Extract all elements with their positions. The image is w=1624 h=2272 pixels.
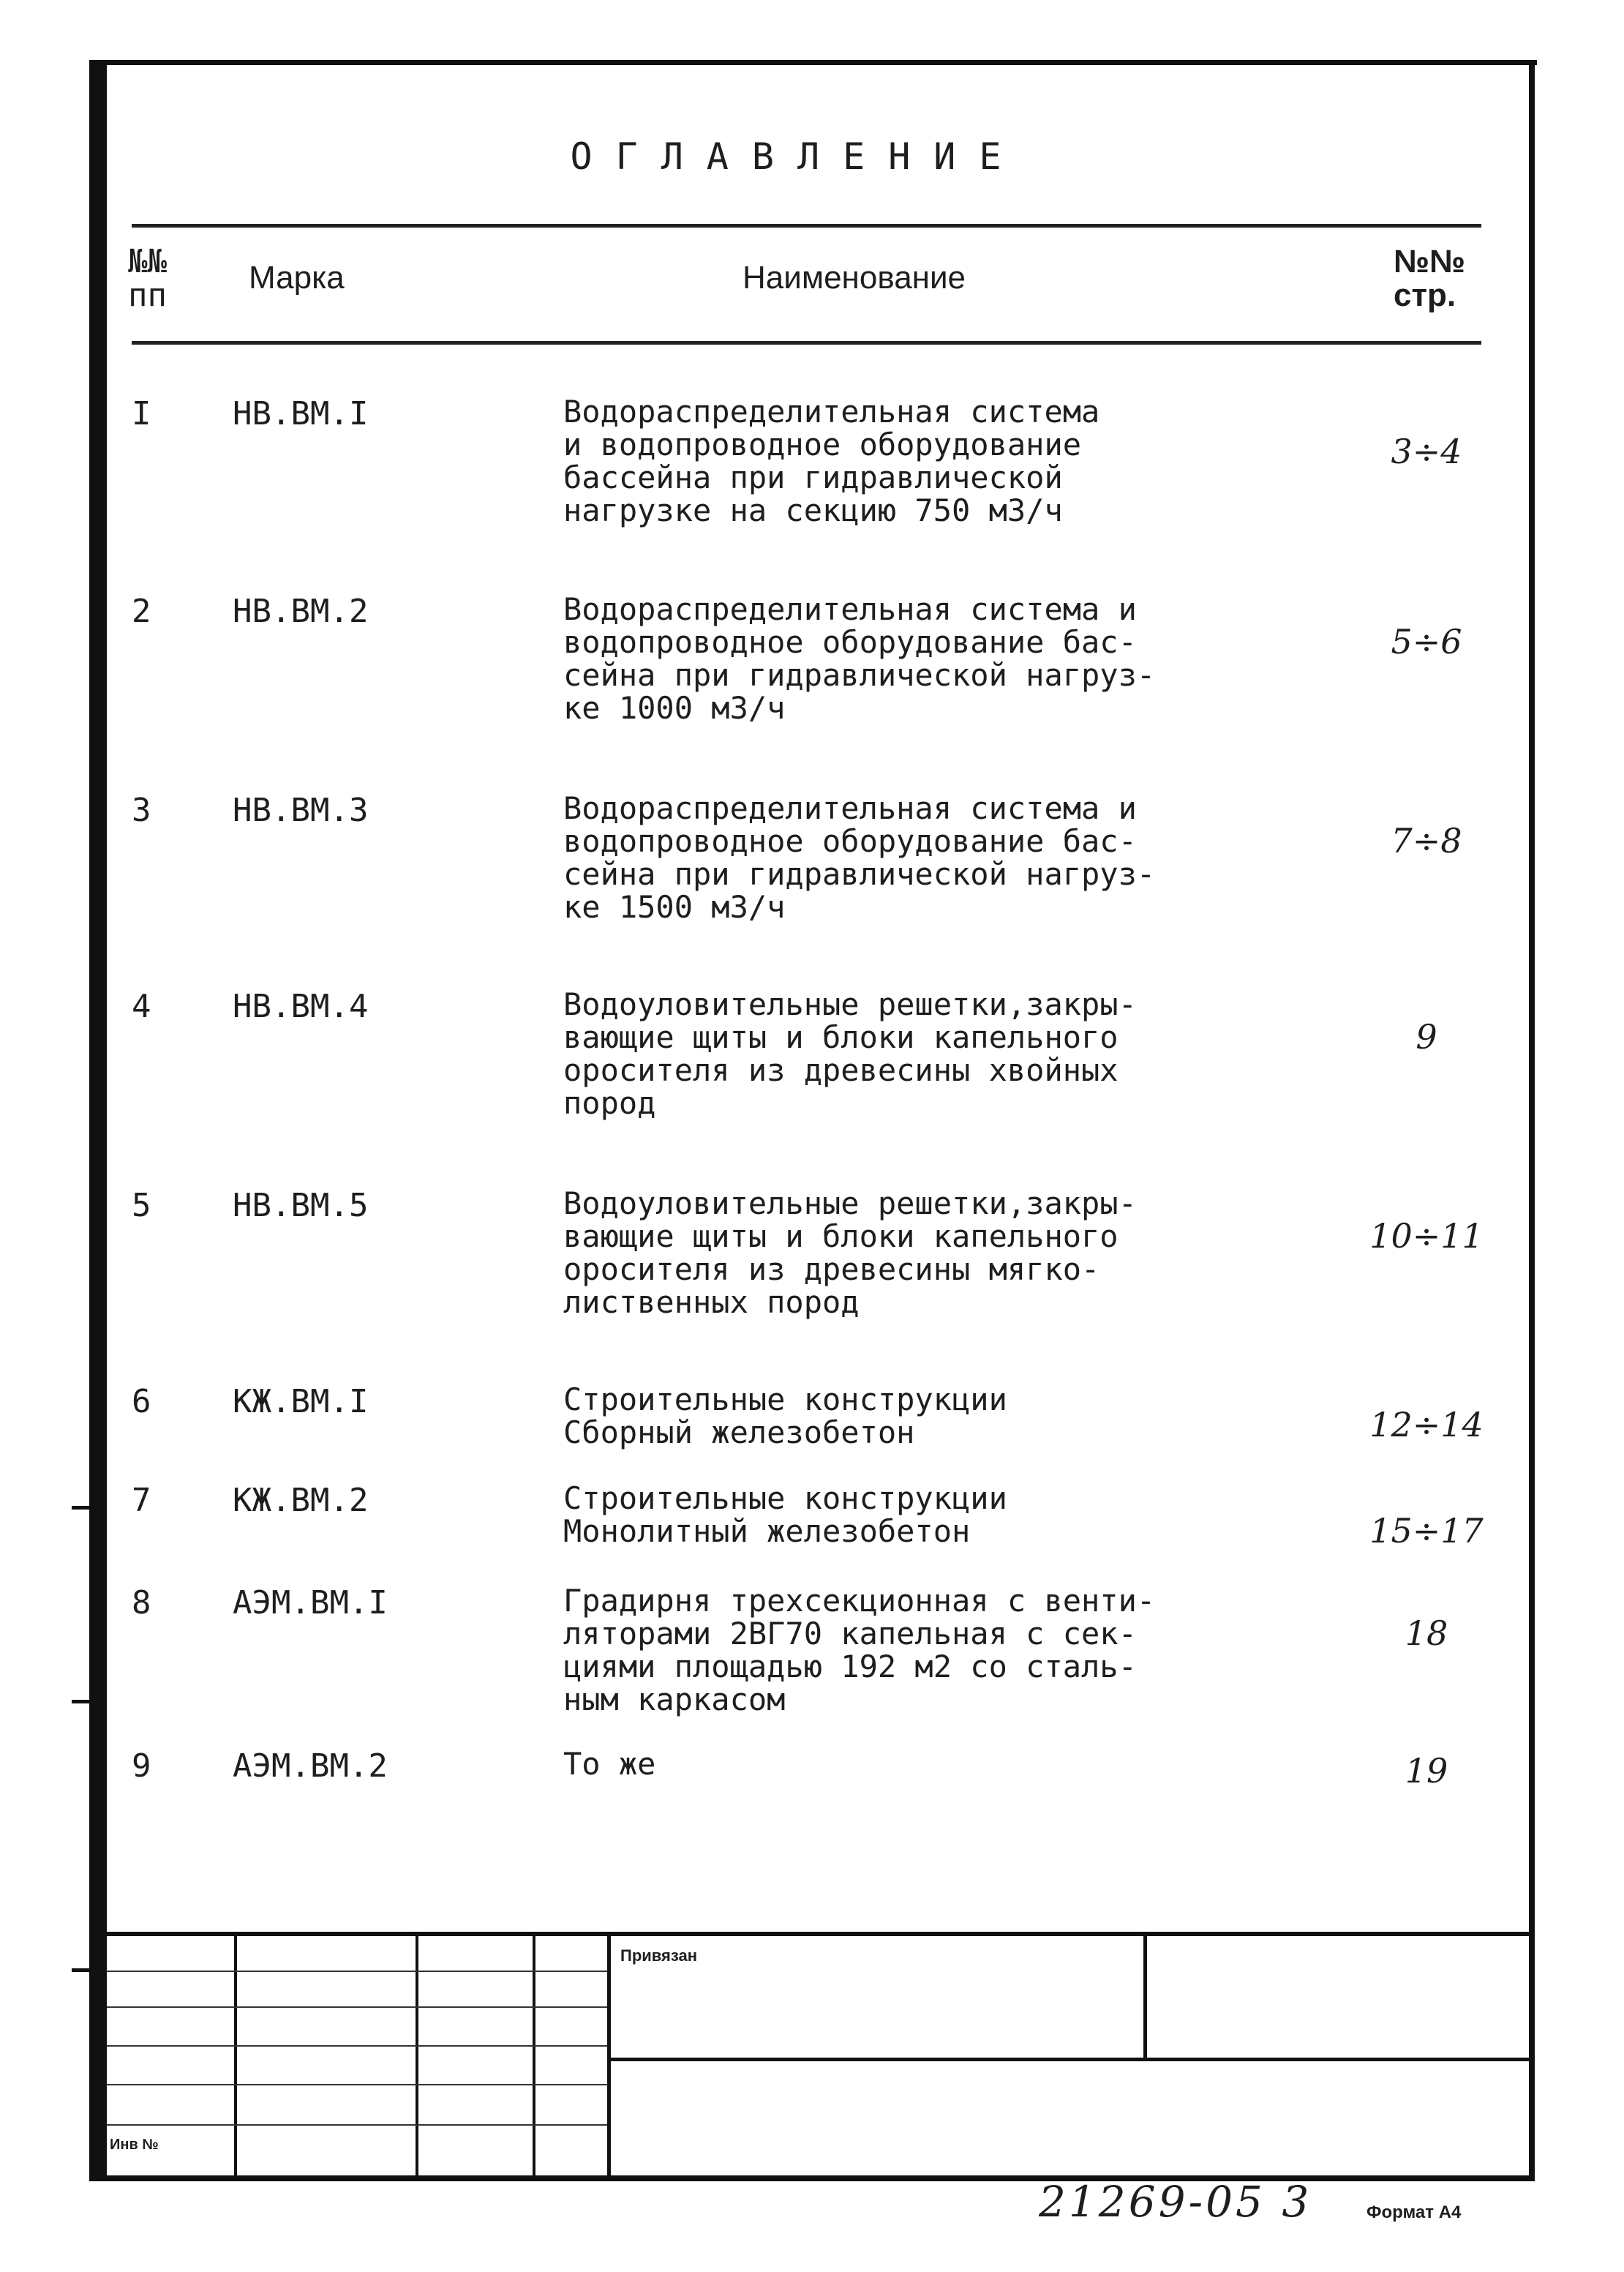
margin-tick bbox=[72, 1968, 105, 1972]
row-number: 9 bbox=[132, 1747, 151, 1785]
row-mark: НВ.ВМ.3 bbox=[233, 792, 369, 829]
row-number: 6 bbox=[132, 1383, 151, 1420]
row-name: Водораспределительная система и водопроводное оборудование бас- сейна при гидравлической нагруз- ке 1500 м3/ч bbox=[563, 790, 1156, 925]
header-pages-line2: стр. bbox=[1394, 277, 1456, 314]
row-pages: 7÷8 bbox=[1391, 821, 1462, 861]
row-number: 3 bbox=[132, 792, 151, 829]
row-name: Градирня трехсекционная с венти- ляторами 2ВГ70 капельная с сек- циями площадью 192 м2 со сталь- ным каркасом bbox=[563, 1583, 1156, 1717]
header-mark: Марка bbox=[249, 260, 345, 296]
page-frame-left bbox=[89, 60, 107, 2181]
header-pages-line1: №№ bbox=[1394, 244, 1466, 280]
row-number: 7 bbox=[132, 1482, 151, 1519]
page-frame-right bbox=[1529, 60, 1535, 2181]
row-pages: 15÷17 bbox=[1369, 1511, 1484, 1551]
linked-label: Привязан bbox=[620, 1946, 698, 1965]
row-mark: НВ.ВМ.I bbox=[233, 395, 369, 432]
row-name: То же bbox=[563, 1746, 656, 1782]
row-mark: КЖ.ВМ.2 bbox=[233, 1482, 369, 1519]
document-number: 21269-05 3 bbox=[1039, 2177, 1312, 2227]
header-pages bbox=[1394, 245, 1465, 312]
inventory-label: Инв № bbox=[110, 2137, 159, 2153]
header-number-line1: №№ bbox=[128, 243, 167, 280]
row-mark: КЖ.ВМ.I bbox=[233, 1383, 369, 1420]
stamp-row-line bbox=[107, 2124, 607, 2126]
header-number bbox=[128, 243, 194, 315]
stamp-top-line bbox=[104, 1932, 1535, 1936]
row-number: 8 bbox=[132, 1584, 151, 1621]
row-mark: АЭМ.ВМ.2 bbox=[233, 1747, 388, 1785]
row-pages: 12÷14 bbox=[1369, 1405, 1484, 1444]
format-label: Формат А4 bbox=[1367, 2202, 1462, 2222]
stamp-mid-line bbox=[611, 2058, 1535, 2061]
stamp-col-divider bbox=[416, 1932, 418, 2177]
header-bottom-rule bbox=[132, 341, 1481, 345]
header-name: Наименование bbox=[743, 260, 966, 296]
margin-tick bbox=[72, 1506, 105, 1510]
stamp-col-divider bbox=[533, 1932, 535, 2177]
row-name: Водоуловительные решетки,закры- вающие щиты и блоки капельного оросителя из древесины хвойных пород bbox=[563, 986, 1137, 1121]
row-name: Строительные конструкции Сборный железобетон bbox=[563, 1381, 1007, 1450]
page-title: ОГЛАВЛЕНИЕ bbox=[570, 135, 1025, 178]
page-frame-bottom bbox=[89, 2175, 1535, 2181]
row-name: Строительные конструкции Монолитный железобетон bbox=[563, 1480, 1007, 1549]
row-pages: 19 bbox=[1405, 1751, 1448, 1791]
row-mark: НВ.ВМ.2 bbox=[233, 593, 369, 630]
stamp-col-divider bbox=[607, 1932, 611, 2177]
stamp-row-line bbox=[107, 2006, 607, 2008]
row-number: 5 bbox=[132, 1187, 151, 1224]
row-name: Водораспределительная система и водопроводное оборудование бас- сейна при гидравлической нагруз- ке 1000 м3/ч bbox=[563, 591, 1156, 726]
header-top-rule bbox=[132, 224, 1481, 228]
row-pages: 18 bbox=[1405, 1613, 1448, 1653]
row-number: 2 bbox=[132, 593, 151, 630]
header-number-line2: пп bbox=[128, 277, 167, 315]
row-name: Водораспределительная система и водопроводное оборудование бассейна при гидравлической нагрузке на секцию 750 м3/ч bbox=[563, 394, 1100, 528]
row-pages: 10÷11 bbox=[1369, 1216, 1484, 1256]
row-number: I bbox=[132, 395, 151, 432]
row-number: 4 bbox=[132, 988, 151, 1025]
row-pages: 5÷6 bbox=[1391, 622, 1462, 661]
row-mark: АЭМ.ВМ.I bbox=[233, 1584, 388, 1621]
stamp-row-line bbox=[107, 2084, 607, 2085]
margin-tick bbox=[72, 1700, 105, 1703]
row-mark: НВ.ВМ.5 bbox=[233, 1187, 369, 1224]
stamp-row-line bbox=[107, 1971, 607, 1972]
row-name: Водоуловительные решетки,закры- вающие щиты и блоки капельного оросителя из древесины мягко- лиственных пород bbox=[563, 1185, 1137, 1320]
row-mark: НВ.ВМ.4 bbox=[233, 988, 369, 1025]
row-pages: 9 bbox=[1416, 1017, 1437, 1057]
stamp-row-line bbox=[107, 2045, 607, 2047]
stamp-col-divider bbox=[1143, 1932, 1147, 2060]
stamp-col-divider bbox=[234, 1932, 237, 2177]
page-frame-top bbox=[89, 60, 1537, 65]
row-pages: 3÷4 bbox=[1391, 432, 1462, 471]
